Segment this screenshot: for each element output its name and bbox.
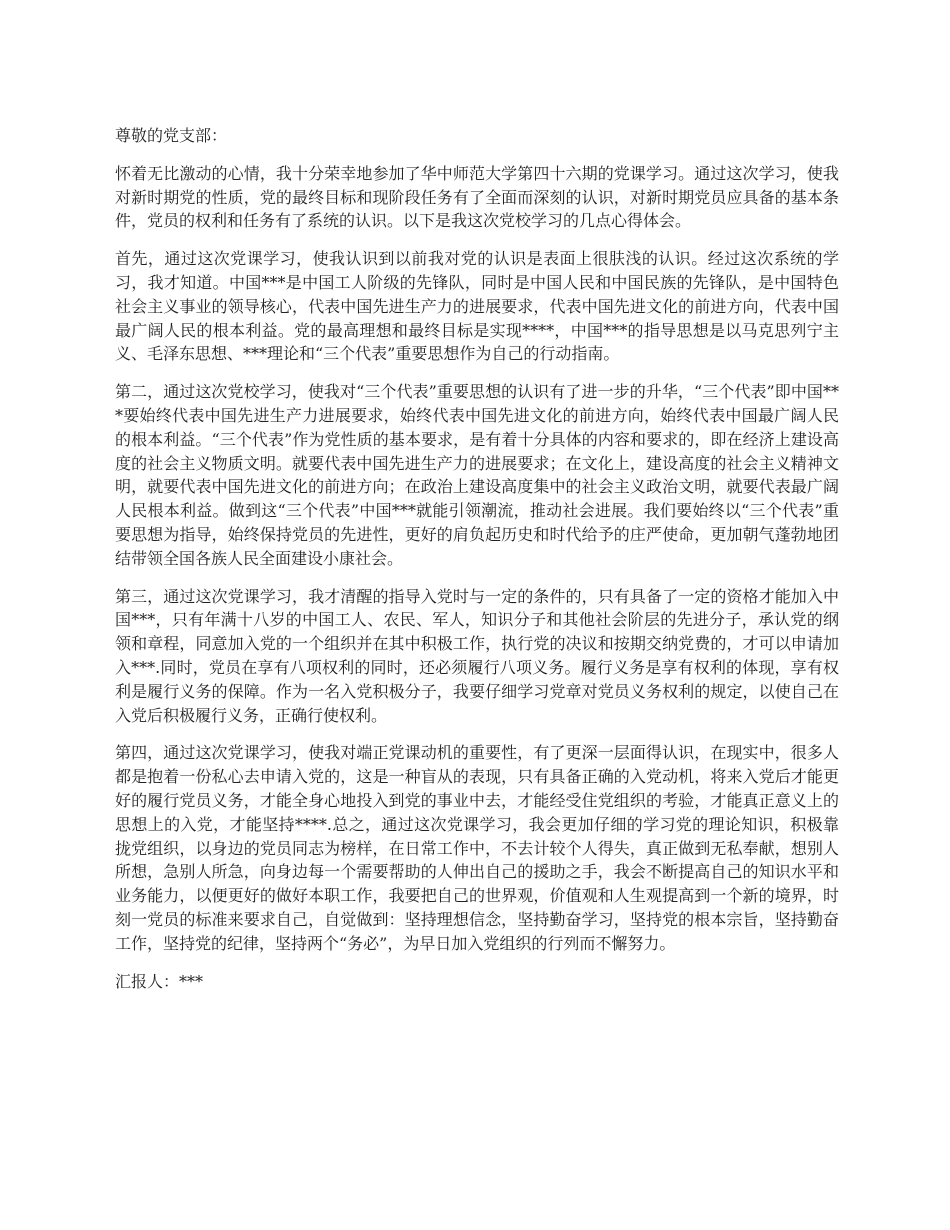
paragraph-intro: 怀着无比激动的心情，我十分荣幸地参加了华中师范大学第四十六期的党课学习。通过这次学习，使我对新时期党的性质，党的最终目标和现阶段任务有了全面而深刻的认识，对新时期党员应具备的基本条件，党员的权利和任务有了系统的认识。以下是我这次党校学习的几点心得体会。: [115, 163, 839, 231]
paragraph-first-point: 首先，通过这次党课学习，使我认识到以前我对党的认识是表面上很肤浅的认识。经过这次系统的学习，我才知道。中国***是中国工人阶级的先锋队，同时是中国人民和中国民族的先锋队，是中国特色社会主义事业的领导核心，代表中国先进生产力的进展要求，代表中国先进文化的前进方向，代表中国最广阔人民的根本利益。党的最高理想和最终目标是实现****，中国***的指导思想是以马克思列宁主义、毛泽东思想、***理论和“三个代表”重要思想作为自己的行动指南。: [115, 249, 839, 364]
paragraph-second-point: 第二，通过这次党校学习，使我对“三个代表”重要思想的认识有了进一步的升华，“三个代表”即中国***要始终代表中国先进生产力进展要求，始终代表中国先进文化的前进方向，始终代表中国最广阔人民的根本利益。“三个代表”作为党性质的基本要求，是有着十分具体的内容和要求的，即在经济上建设高度的社会主义物质文明。就要代表中国先进生产力的进展要求；在文化上，建设高度的社会主义精神文明，就要代表中国先进文化的前进方向；在政治上建设高度集中的社会主义政治文明，就要代表最广阔人民根本利益。做到这“三个代表”中国***就能引领潮流，推动社会进展。我们要始终以“三个代表”重要思想为指导，始终保持党员的先进性，更好的肩负起历史和时代给予的庄严使命，更加朝气蓬勃地团结带领全国各族人民全面建设小康社会。: [115, 382, 839, 568]
paragraph-fourth-point: 第四，通过这次党课学习，使我对端正党课动机的重要性，有了更深一层面得认识，在现实中，很多人都是抱着一份私心去申请入党的，这是一种盲从的表现，只有具备正确的入党动机，将来入党后才能更好的履行党员义务，才能全身心地投入到党的事业中去，才能经受住党组织的考验，才能真正意义上的思想上的入党，才能坚持****.总之，通过这次党课学习，我会更加仔细的学习党的理论知识，积极靠拢党组织，以身边的党员同志为榜样，在日常工作中，不去计较个人得失，真正做到无私奉献，想别人所想，急别人所急，向身边每一个需要帮助的人伸出自己的援助之手，我会不断提高自己的知识水平和业务能力，以便更好的做好本职工作，我要把自己的世界观，价值观和人生观提高到一个新的境界，时刻一党员的标准来要求自己，自觉做到：坚持理想信念，坚持勤奋学习，坚持党的根本宗旨，坚持勤奋工作，坚持党的纪律，坚持两个“务必”，为早日加入党组织的行列而不懈努力。: [115, 743, 839, 953]
document-body: [115, 124, 839, 1007]
signature-line: 汇报人：***: [115, 971, 204, 991]
paragraph-third-point: 第三，通过这次党课学习，我才清醒的指导入党时与一定的条件的，只有具备了一定的资格才能加入中国***，只有年满十八岁的中国工人、农民、军人，知识分子和其他社会阶层的先进分子，承认党的纲领和章程，同意加入党的一个组织并在其中积极工作，执行党的决议和按期交纳党费的，才可以申请加入***.同时，党员在享有八项权利的同时，还必须履行八项义务。履行义务是享有权利的体现，享有权利是履行义务的保障。作为一名入党积极分子，我要仔细学习党章对党员义务权利的规定，以使自己在入党后积极履行义务，正确行使权利。: [115, 586, 839, 725]
greeting-line: 尊敬的党支部：: [115, 126, 228, 145]
